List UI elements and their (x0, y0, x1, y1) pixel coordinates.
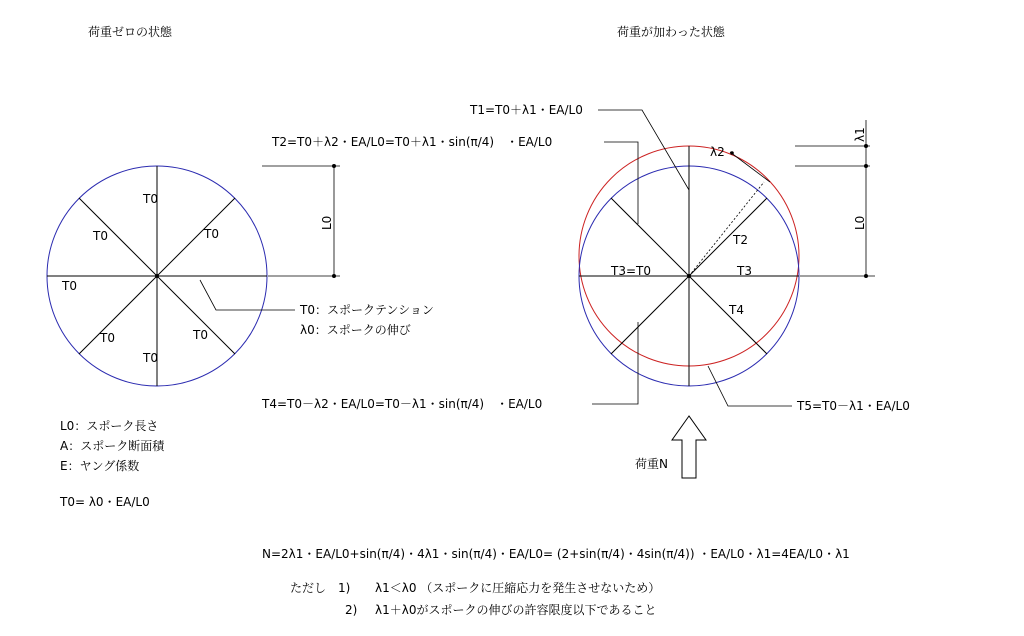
dim-tick-right-bottom (864, 274, 868, 278)
title-loaded: 荷重が加わった状態 (617, 25, 725, 39)
unloaded-wheel (47, 164, 434, 386)
load-formula (262, 547, 850, 617)
dim-label-l0-left: L0 (320, 215, 334, 230)
tension-callout-text: T0：スポークテンション (300, 303, 434, 317)
spoke-label-left: T0 (62, 279, 77, 293)
dim-tick-bottom (332, 274, 336, 278)
lambda2-dot (730, 151, 734, 155)
tension-callout-line (200, 280, 295, 310)
label-lambda2: λ2 (710, 145, 725, 159)
formula-main: N=2λ1・EA/L0+sin(π/4)・4λ1・sin(π/4)・EA/L0= (2+sin(π/4)・4sin(π/4)) ・EA/L0・λ1=4EA/L0・λ1 (262, 547, 850, 561)
label-t4: T4 (729, 303, 744, 317)
legend (59, 419, 165, 509)
note-2-number: 2) (345, 603, 358, 617)
hub-loaded (687, 274, 691, 278)
note-1: λ1＜λ0 （スポークに圧縮応力を発生させないため） (375, 581, 661, 595)
spoke-label-upper-right: T0 (204, 227, 219, 241)
dim-label-l0-right: L0 (853, 215, 867, 230)
load-label: 荷重N (635, 457, 668, 471)
spoke-label-upper-left: T0 (93, 229, 108, 243)
equation-t1: T1=T0＋λ1・EA/L0 (470, 103, 583, 117)
legend-e: E：ヤング係数 (60, 459, 140, 473)
label-t3-left: T3=T0 (611, 264, 651, 278)
elongation-callout-text: λ0：スポークの伸び (300, 323, 411, 337)
dim-label-lambda1: λ1 (853, 127, 867, 142)
note-2: λ1＋λ0がスポークの伸びの許容限度以下であること (375, 603, 657, 617)
equation-t5: T5=T0－λ1・EA/L0 (797, 399, 910, 413)
spoke-label-lower-right: T0 (193, 328, 208, 342)
note-prefix: ただし 1) (290, 581, 351, 595)
title-unloaded: 荷重ゼロの状態 (88, 25, 173, 39)
legend-l0: L0：スポーク長さ (60, 419, 159, 433)
spoke-label-bottom: T0 (143, 351, 158, 365)
label-t2: T2 (733, 233, 748, 247)
legend-a: A：スポーク断面積 (60, 439, 165, 453)
spoke-label-top: T0 (143, 192, 158, 206)
loaded-wheel (261, 103, 910, 478)
dim-tick-top (332, 164, 336, 168)
load-arrow-icon (672, 416, 706, 478)
dim-tick-lambda1-bottom (864, 164, 868, 168)
label-t3-right: T3 (737, 264, 752, 278)
callout-t2 (604, 142, 638, 224)
lambda2-leader (730, 152, 770, 182)
equation-t2: T2=T0＋λ2・EA/L0=T0＋λ1・sin(π/4) ・EA/L0 (272, 135, 553, 149)
callout-t5 (708, 366, 792, 406)
spoke-label-lower-left: T0 (100, 331, 115, 345)
spoke-t2-extended (689, 182, 764, 276)
hub (155, 274, 159, 278)
equation-t4: T4=T0－λ2・EA/L0=T0－λ1・sin(π/4) ・EA/L0 (262, 397, 543, 411)
dim-tick-lambda1-top (864, 144, 868, 148)
legend-t0-formula: T0= λ0・EA/L0 (60, 495, 150, 509)
